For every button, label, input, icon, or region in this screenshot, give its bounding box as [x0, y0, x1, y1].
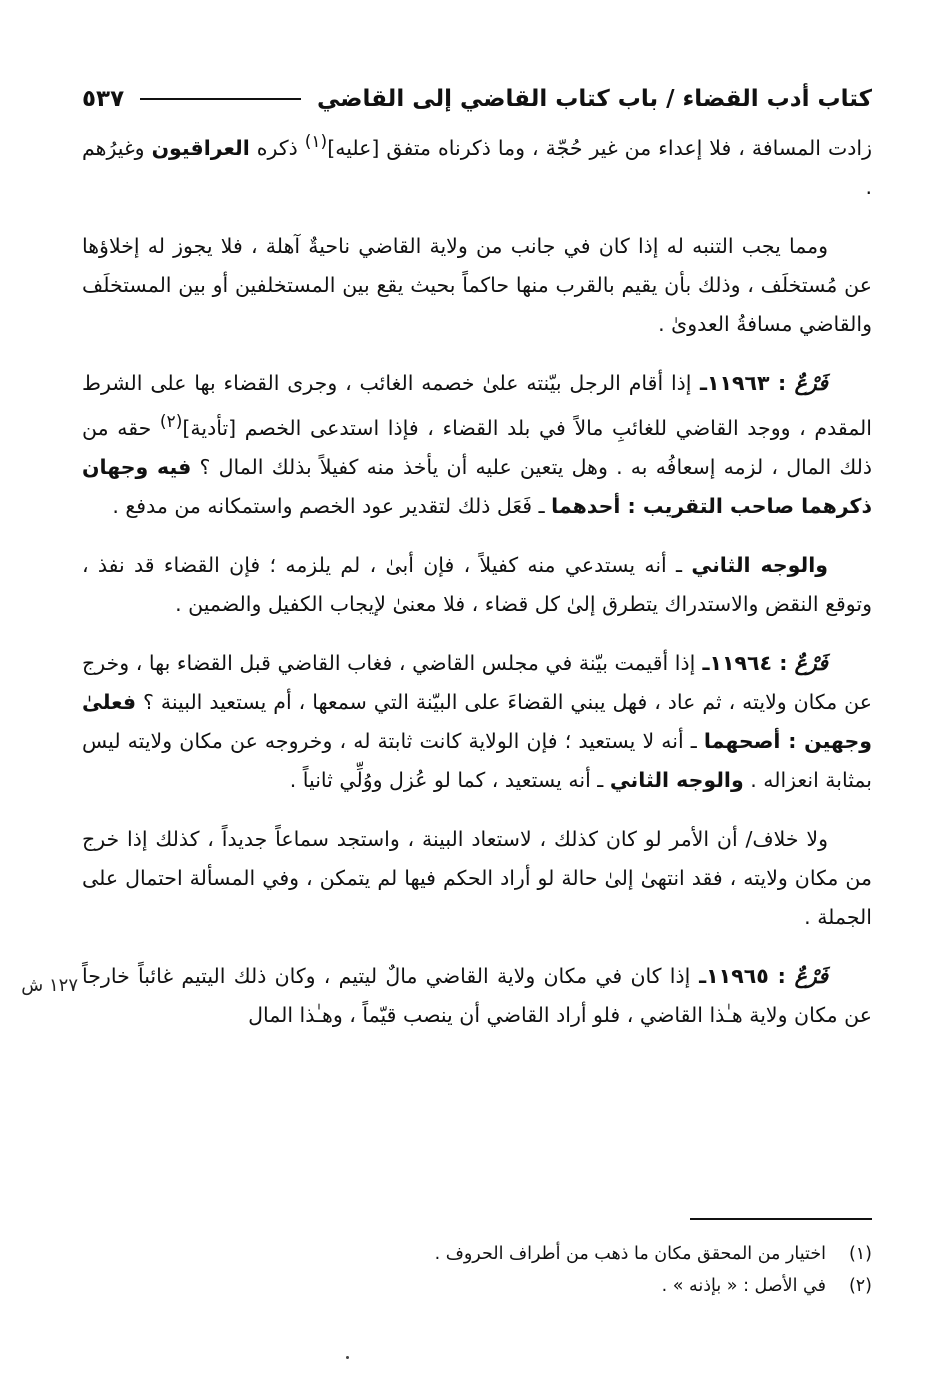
footnote-rule — [690, 1218, 872, 1220]
text-segment: ـ أنه يستعيد ، كما لو عُزل ووُلِّي ثانياً . — [289, 767, 610, 792]
paragraph-far-11964 — [82, 644, 872, 800]
footnote-text: اختيار من المحقق مكان ما ذهب من أطراف الحروف . — [434, 1244, 826, 1264]
running-head: كتاب أدب القضاء / باب كتاب القاضي إلى القاضي — [317, 86, 872, 112]
footnote-number: (٢) — [848, 1276, 872, 1296]
header-rule — [140, 98, 301, 100]
paragraph-no-dispute: ولا خلاف/ أن الأمر لو كان كذلك ، لاستعاد البينة ، واستجد سماعاً جديداً ، كذلك إذا خرج من مكان ولايته ، فقد انتهىٰ إلىٰ حالة لو أراد الحكم فيها لم يتمكن ، وفي المسألة احتمال على الجملة . — [82, 826, 872, 929]
section-number: : ١١٩٦٤ـ — [695, 650, 795, 675]
text-segment: حقه من ذلك المال ، لزمه إسعافُه به . وهل يتعين عليه أن يأخذ منه كفيلاً بذلك المال ؟ — [82, 415, 873, 479]
bold-term: العراقيون — [151, 135, 250, 160]
text-segment: ذكره — [249, 135, 305, 160]
text-segment: إذا أقام الرجل بيّنته علىٰ خصمه الغائب ، وجرى القضاء بها على الشرط المقدم ، ووجد القاضي للغائبِ مالاً في بلد القضاء ، فإذا استدعى الخصم [تأدية] — [82, 370, 872, 440]
far-label: فَرْعٌ — [794, 370, 828, 395]
bold-term: والوجه الثاني — [609, 767, 744, 792]
margin-folio-note: ١٢٧ ش — [21, 975, 78, 996]
section-number: : ١١٩٦٥ـ — [690, 963, 795, 988]
page-dot — [346, 1356, 349, 1359]
text-segment: إذا أقيمت بيّنة في مجلس القاضي ، فغاب القاضي قبل القضاء بها ، وخرج عن مكان ولايته ، ثم عاد ، فهل يبني القضاءَ على البيّنة التي سمعها ، أم يستعيد البينة ؟ — [82, 650, 872, 714]
main-text — [82, 123, 872, 1055]
paragraph-far-11965 — [82, 957, 872, 1035]
text-segment: زادت المسافة ، فلا إعداء من غير حُجّة ، وما ذكرناه متفق [عليه] — [327, 135, 872, 160]
bold-term: فعلىٰ وجهين : أصحهما — [82, 689, 872, 753]
paragraph-1 — [82, 123, 872, 207]
paragraph-second-view — [82, 546, 872, 624]
footnote-text: في الأصل : « بإذنه » . — [661, 1276, 826, 1296]
footnote-ref-2: (٢) — [159, 411, 183, 432]
paragraph-2: ومما يجب التنبه له إذا كان في جانب من ولاية القاضي ناحيةٌ آهلة ، فلا يجوز له إخلاؤها عن مُستخلَف ، وذلك بأن يقيم بالقرب منها حاكماً بحيث يقع بين المستخلفين أو بين المستخلَف والقاضي مسافةُ العدوىٰ . — [82, 233, 872, 336]
page-header — [82, 78, 872, 120]
far-label: فَرْعٌ — [794, 963, 828, 988]
text-segment: ـ أنه لا يستعيد ؛ فإن الولاية كانت ثابتة له ، وخروجه عن مكان ولايته ليس بمثابة انعزاله . — [82, 728, 872, 792]
footnote-2 — [82, 1270, 872, 1302]
section-number: : ١١٩٦٣ـ — [691, 370, 795, 395]
paragraph-far-11963 — [82, 364, 872, 526]
footnotes — [82, 1238, 872, 1302]
text-segment: إذا كان في مكان ولاية القاضي مالٌ ليتيم ، وكان ذلك اليتيم غائباً خارجاً عن مكان ولاية هـٰذا القاضي ، فلو أراد القاضي أن ينصب قيّماً ، وهـٰذا المال — [82, 963, 872, 1027]
bold-term: فيه وجهان ذكرهما صاحب التقريب : أحدهما — [82, 454, 872, 518]
page-number: ٥٣٧ — [82, 86, 125, 112]
text-segment: وغيرُهم . — [82, 135, 872, 199]
text-segment: ـ أنه يستدعي منه كفيلاً ، فإن أبىٰ ، لم يلزمه ؛ فإن القضاء قد نفذ ، وتوقع النقض والاستدراك يتطرق إلىٰ كل قضاء ، فلا معنىٰ لإيجاب الكفيل والضمين . — [82, 552, 872, 616]
footnote-ref-1: (١) — [304, 132, 328, 152]
footnote-1 — [82, 1238, 872, 1270]
footnote-number: (١) — [848, 1244, 872, 1264]
text-segment: ـ فَعَل ذلك لتقدير عود الخصم واستمكانه من مدفع . — [112, 493, 552, 518]
far-label: فَرْعٌ — [794, 650, 828, 675]
bold-term: والوجه الثاني — [691, 552, 829, 577]
